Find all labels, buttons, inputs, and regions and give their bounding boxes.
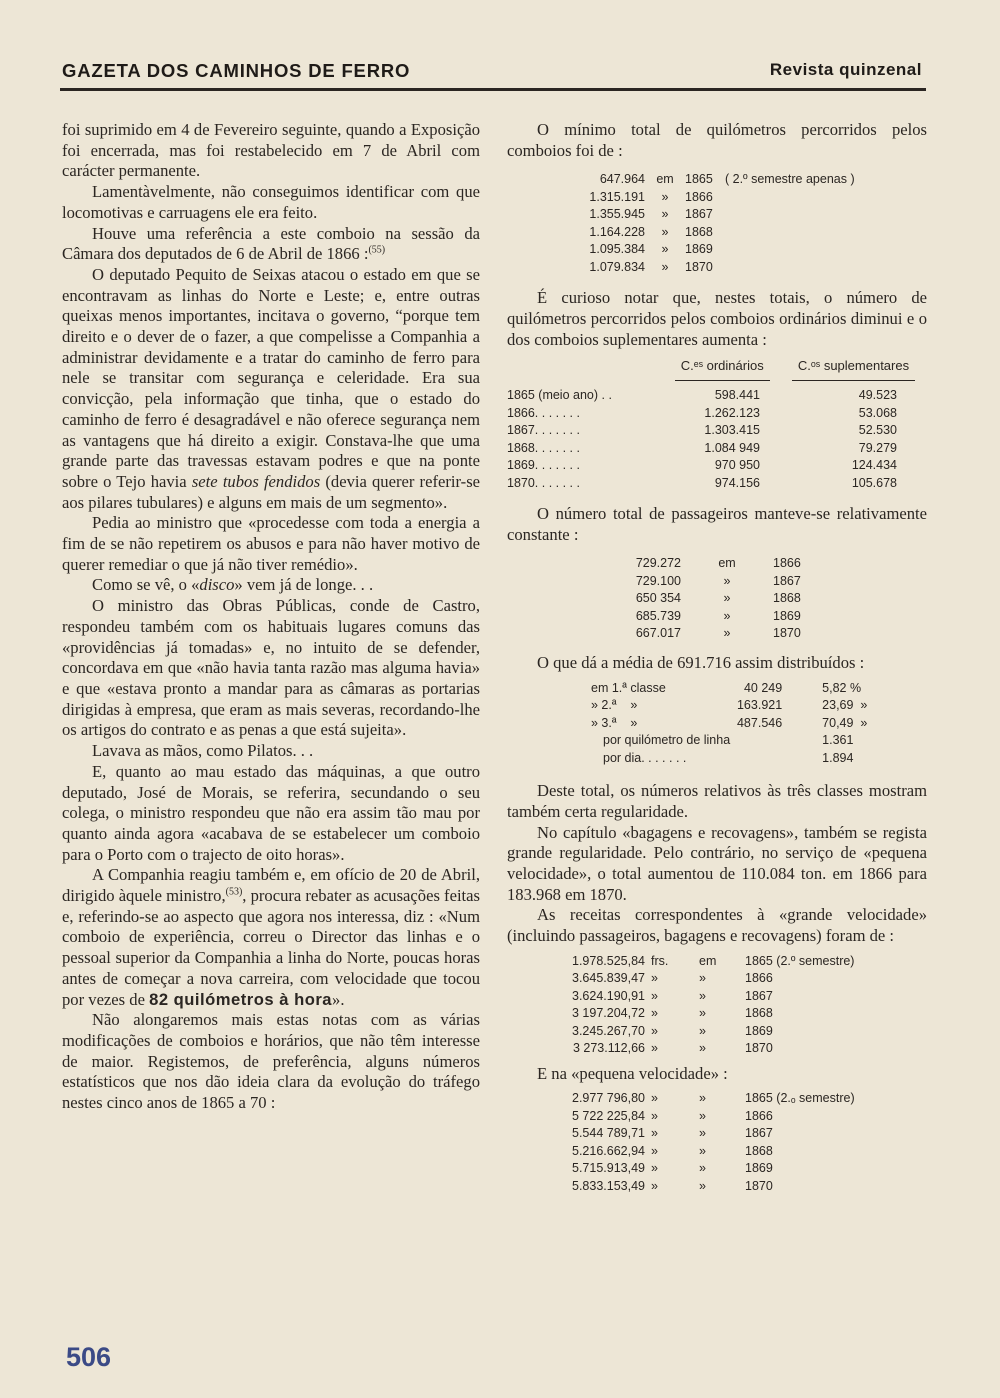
paragraph: O número total de passageiros manteve-se relativamente constante : bbox=[507, 504, 927, 544]
table-cell: 1869 bbox=[745, 1161, 773, 1176]
table-row bbox=[507, 422, 927, 440]
table-cell: 163.921 bbox=[736, 698, 783, 713]
table-cell: » bbox=[699, 1178, 706, 1193]
table-row bbox=[591, 750, 867, 768]
table-cell: 1.355.945 bbox=[589, 207, 645, 222]
table-cell: » bbox=[699, 1161, 706, 1176]
table-cell: 1866 bbox=[745, 971, 773, 986]
table-row bbox=[625, 573, 801, 591]
table-cell bbox=[725, 224, 855, 242]
table-row bbox=[563, 1178, 855, 1196]
table-cell: 5,82 % bbox=[822, 680, 862, 695]
table-cell: 5.833.153,49 bbox=[572, 1178, 645, 1193]
table-cell: 53.068 bbox=[858, 405, 897, 420]
table-row bbox=[625, 555, 801, 573]
table-cell: 3.245.267,70 bbox=[572, 1023, 645, 1038]
table-cell: » bbox=[723, 573, 731, 588]
table-cell: 1865 (meio ano) . . bbox=[507, 388, 612, 403]
table-cell: 1869 bbox=[773, 608, 801, 623]
table-cell: 667.017 bbox=[635, 626, 681, 641]
table-cell: » bbox=[651, 1143, 658, 1158]
table-cell: 40 249 bbox=[743, 680, 783, 695]
table-row bbox=[563, 1023, 854, 1041]
page-number: 506 bbox=[66, 1342, 112, 1372]
table-cell: » bbox=[651, 971, 658, 986]
table-cell: » bbox=[699, 1108, 706, 1123]
table-cell: 1867 bbox=[745, 988, 773, 1003]
km-table bbox=[567, 171, 855, 276]
table-row bbox=[563, 1143, 855, 1161]
table-cell bbox=[725, 189, 855, 207]
table-cell: » bbox=[651, 1161, 658, 1176]
table-cell: 1869 bbox=[685, 242, 713, 257]
gv-table bbox=[563, 953, 854, 1058]
italic-phrase: sete tubos fendidos bbox=[191, 471, 321, 491]
table-row bbox=[567, 206, 855, 224]
table-cell: 23,69 » bbox=[822, 698, 868, 713]
table-cell: » bbox=[651, 1126, 658, 1141]
table-row bbox=[563, 988, 854, 1006]
table-cell: 685.739 bbox=[635, 608, 681, 623]
table-cell: » 2.ª » bbox=[591, 698, 638, 713]
table-cell: 1.303.415 bbox=[704, 423, 760, 438]
trains-header-ord: C.ᵉˢ ordinários bbox=[675, 357, 770, 382]
bold-phrase: 82 quilómetros à hora bbox=[149, 989, 333, 1009]
paragraph: Lavava as mãos, como Pilatos. . . bbox=[92, 741, 314, 761]
table-cell: em 1.ª classe bbox=[591, 680, 666, 695]
table-cell: » bbox=[661, 224, 669, 239]
paragraph: As receitas correspondentes à «grande velocidade» (incluindo passageiros, bagagens e recovagens) foram de : bbox=[507, 905, 927, 946]
paragraph: Houve uma referência a este comboio na sessão da Câmara dos deputados de 6 de Abril de 1866 :$^{(55)}$ bbox=[62, 223, 480, 264]
table-cell: 1866 bbox=[773, 556, 801, 571]
paragraph: O deputado Pequito de Seixas atacou o estado em que se encontravam as linhas do Norte e Leste; e, entre outras queixas menos importantes, incitava o governo, “porque tem direito e o dever de o fazer, a que compelisse a Companhia a administrar devidamente e a tratar do caminho de ferro para nele se transitar com segurança e celeridade. Era sua convicção, pela informação que tinha, que o estado do caminho de ferro é desagradável e não oferece segurança nem as vantagens que há direito a exigir. Constava-lhe que uma grande parte das travessas estavam podres e que na ponte sobre o Tejo havia sete tubos fendidos (devia querer referir-se aos pilares tubulares) e alguns em mais de um segmento». bbox=[62, 264, 481, 512]
table-cell: » bbox=[651, 988, 658, 1003]
table-cell: 49.523 bbox=[858, 388, 897, 403]
table-cell: 1.361 bbox=[822, 733, 854, 748]
table-row bbox=[567, 189, 855, 207]
table-row bbox=[507, 440, 927, 458]
table-cell: 1868. . . . . . . bbox=[507, 440, 580, 455]
table-cell: 3 197.204,72 bbox=[572, 1006, 645, 1021]
table-row bbox=[563, 1160, 855, 1178]
table-cell: » bbox=[651, 1091, 658, 1106]
table-cell: por quilómetro de linha bbox=[603, 733, 731, 748]
table-cell: 1.262.123 bbox=[704, 405, 760, 420]
table-cell: 124.434 bbox=[851, 458, 897, 473]
table-cell: 729.272 bbox=[635, 556, 681, 571]
table-row bbox=[567, 224, 855, 242]
table-cell: 1.978.525,84 bbox=[572, 953, 645, 968]
table-cell bbox=[725, 259, 855, 277]
table-cell bbox=[725, 241, 855, 259]
table-row bbox=[567, 259, 855, 277]
table-cell: 5 722 225,84 bbox=[572, 1108, 645, 1123]
table-cell: 70,49 » bbox=[822, 715, 868, 730]
footnote-ref: (55) bbox=[368, 244, 386, 256]
table-row bbox=[507, 457, 927, 475]
table-cell: 1870 bbox=[773, 626, 801, 641]
paragraph: Pedia ao ministro que «procedesse com toda a energia a fim de se não repetirem os abusos e para não haver motivo de querer remediar o que já não tiver remédio». bbox=[62, 513, 480, 574]
table-cell: 1866 bbox=[745, 1108, 773, 1123]
table-cell: 2.977 796,80 bbox=[572, 1091, 645, 1106]
table-row bbox=[625, 590, 801, 608]
table-cell: 1.079.834 bbox=[589, 259, 645, 274]
table-row bbox=[507, 475, 927, 493]
table-row bbox=[563, 1090, 855, 1108]
paragraph: No capítulo «bagagens e recovagens», também se regista grande regularidade. Pelo contrário, no serviço de «pequena velocidade», o total aumentou de 110.084 ton. em 1866 para 183.968 em 1870. bbox=[507, 822, 927, 904]
table-cell: 650 354 bbox=[635, 591, 681, 606]
table-cell: 598.441 bbox=[714, 388, 760, 403]
table-cell: 1866 bbox=[685, 189, 713, 204]
table-cell: 1865 bbox=[685, 172, 713, 187]
table-cell: » bbox=[699, 971, 706, 986]
table-cell: por dia. . . . . . . bbox=[603, 750, 687, 765]
table-cell: » 3.ª » bbox=[591, 715, 638, 730]
table-cell: 5.216.662,94 bbox=[572, 1143, 645, 1158]
table-cell: 5.715.913,49 bbox=[572, 1161, 645, 1176]
table-cell: » bbox=[651, 1108, 658, 1123]
paragraph: E na «pequena velocidade» : bbox=[537, 1063, 728, 1083]
table-row bbox=[625, 608, 801, 626]
table-cell: 487.546 bbox=[736, 715, 783, 730]
table-cell: 1868 bbox=[685, 224, 713, 239]
table-row bbox=[507, 387, 927, 405]
table-cell: 1868 bbox=[745, 1006, 773, 1021]
paragraph: foi suprimido em 4 de Fevereiro seguinte, quando a Exposição foi encerrada, mas foi restabelecido em 7 de Abril com carácter permanente. bbox=[62, 120, 480, 181]
table-cell: em bbox=[699, 953, 717, 968]
italic-word: disco bbox=[199, 575, 235, 595]
table-cell: frs. bbox=[651, 953, 669, 968]
paragraph: O que dá a média de 691.716 assim distribuídos : bbox=[537, 652, 865, 672]
table-cell: » bbox=[699, 1041, 706, 1056]
table-cell: 974.156 bbox=[714, 475, 760, 490]
paragraph: Não alongaremos mais estas notas com as várias modificações de comboios e horários, que não têm interesse de maior. Registemos, de preferência, alguns números estatísticos que nos dão ideia clara da evolução do tráfego nestes cinco anos de 1865 a 70 : bbox=[62, 1010, 480, 1113]
table-cell: » bbox=[699, 1126, 706, 1141]
table-cell: em bbox=[718, 556, 736, 571]
table-cell: » bbox=[651, 1041, 658, 1056]
table-cell: em bbox=[656, 172, 674, 187]
classes-table bbox=[591, 680, 867, 768]
table-cell: » bbox=[723, 608, 731, 623]
table-cell: 1868 bbox=[773, 591, 801, 606]
table-row bbox=[563, 953, 854, 971]
table-row bbox=[567, 241, 855, 259]
table-cell: » bbox=[661, 189, 669, 204]
table-cell: 1869. . . . . . . bbox=[507, 458, 580, 473]
table-cell: 79.279 bbox=[858, 440, 897, 455]
table-cell bbox=[730, 750, 782, 768]
table-cell: » bbox=[699, 1006, 706, 1021]
header-rule bbox=[60, 88, 926, 91]
paragraph: E, quanto ao mau estado das máquinas, a que outro deputado, José de Morais, se referira, secundando o seu colega, o ministro respondeu que não era assim tão mau por quanto ainda agora «acabava de se estabelecer um comboio para o Porto com o trajecto de oito horas». bbox=[62, 761, 480, 864]
table-row bbox=[507, 405, 927, 423]
table-cell: 1867 bbox=[745, 1126, 773, 1141]
paragraph: Como se vê, o «disco» vem já de longe. . . bbox=[92, 575, 374, 595]
table-cell: » bbox=[661, 242, 669, 257]
table-cell: 1867 bbox=[685, 207, 713, 222]
table-cell: » bbox=[661, 207, 669, 222]
table-row bbox=[563, 1108, 855, 1126]
table-cell bbox=[730, 732, 782, 750]
table-cell: 1870. . . . . . . bbox=[507, 475, 580, 490]
table-cell: » bbox=[699, 1023, 706, 1038]
table-cell: 5.544 789,71 bbox=[572, 1126, 645, 1141]
table-row bbox=[563, 970, 854, 988]
table-row bbox=[563, 1005, 854, 1023]
table-cell: » bbox=[651, 1006, 658, 1021]
table-cell: 1867. . . . . . . bbox=[507, 423, 580, 438]
table-row bbox=[591, 697, 867, 715]
paragraph: O mínimo total de quilómetros percorridos pelos comboios foi de : bbox=[507, 120, 927, 160]
table-cell: 3.624.190,91 bbox=[572, 988, 645, 1003]
trains-header-sup: C.ᵒˢ suplementares bbox=[792, 357, 915, 382]
paragraph: O ministro das Obras Públicas, conde de Castro, respondeu também com os habituais lugares comuns das «providências já tomadas» e, no intuito de se defender, concordava em que «não havia tanta razão mas alguma havia» e que «estava pronto a mandar para as câmaras as portarias dirigidas à empresa, que eram as mais severas, recordando-lhe os artigos do contrato e as penas a que está sujeita». bbox=[62, 596, 480, 740]
right-column bbox=[507, 120, 927, 1195]
table-cell: » bbox=[699, 988, 706, 1003]
table-cell: 1869 bbox=[745, 1023, 773, 1038]
table-cell: » bbox=[661, 259, 669, 274]
table-row bbox=[625, 625, 801, 643]
table-cell: » bbox=[699, 1091, 706, 1106]
journal-subtitle: Revista quinzenal bbox=[769, 60, 922, 79]
table-cell: 52.530 bbox=[858, 423, 897, 438]
table-cell: ( 2.º semestre apenas ) bbox=[725, 172, 855, 187]
paragraph: A Companhia reagiu também e, em ofício de 20 de Abril, dirigido àquele ministro,$^{(53)}$, procura rebater as acusações feitas e, referindo-se ao aspecto que agora nos interessa, diz : «Num comboio de experiência, correu o Director das linhas e o pessoal superior da Companhia a linha do Norte, poucas horas antes de começar a nova carreira, com velocidade que tocou por vezes de 82 quilómetros à hora». bbox=[62, 865, 480, 1009]
table-cell: 1865 (2.ₒ semestre) bbox=[745, 1091, 855, 1106]
table-cell: » bbox=[651, 1023, 658, 1038]
table-cell: 1.894 bbox=[822, 750, 854, 765]
table-cell: 1870 bbox=[685, 259, 713, 274]
table-cell: 1870 bbox=[745, 1041, 773, 1056]
table-row bbox=[563, 1125, 855, 1143]
table-cell: 1.084 949 bbox=[704, 440, 760, 455]
table-cell: 1867 bbox=[773, 573, 801, 588]
table-cell: » bbox=[723, 591, 731, 606]
passengers-table bbox=[625, 555, 801, 643]
table-row bbox=[591, 732, 867, 750]
pv-table bbox=[563, 1090, 855, 1195]
paragraph: É curioso notar que, nestes totais, o número de quilómetros percorridos pelos comboios ordinários diminui e o dos comboios suplementares aumenta : bbox=[507, 288, 927, 349]
table-row bbox=[591, 715, 867, 733]
table-cell: 1.164.228 bbox=[589, 224, 645, 239]
table-row bbox=[591, 680, 867, 698]
table-cell: » bbox=[723, 626, 731, 641]
paragraph: Lamentàvelmente, não conseguimos identificar com que locomotivas e carruagens ele era feito. bbox=[62, 182, 480, 222]
table-cell: 970 950 bbox=[714, 458, 760, 473]
journal-title: GAZETA DOS CAMINHOS DE FERRO bbox=[62, 60, 411, 81]
table-cell: 1.315.191 bbox=[589, 189, 645, 204]
left-column bbox=[62, 120, 480, 1114]
table-cell: 1866. . . . . . . bbox=[507, 405, 580, 420]
table-cell: 647.964 bbox=[599, 172, 645, 187]
table-cell: 3.645.839,47 bbox=[572, 971, 645, 986]
paragraph: Deste total, os números relativos às três classes mostram também certa regularidade. bbox=[507, 781, 927, 821]
table-row bbox=[563, 1040, 854, 1058]
table-cell: 729.100 bbox=[635, 573, 681, 588]
trains-table bbox=[507, 357, 927, 493]
table-cell: 1865 (2.º semestre) bbox=[745, 953, 855, 968]
table-cell: 1868 bbox=[745, 1143, 773, 1158]
table-cell bbox=[725, 206, 855, 224]
table-cell: » bbox=[651, 1178, 658, 1193]
footnote-ref: (53) bbox=[225, 886, 243, 898]
table-cell: 105.678 bbox=[851, 475, 897, 490]
table-cell: 1870 bbox=[745, 1178, 773, 1193]
table-cell: » bbox=[699, 1143, 706, 1158]
table-cell: 3 273.112,66 bbox=[572, 1041, 645, 1056]
table-row bbox=[567, 171, 855, 189]
table-cell: 1.095.384 bbox=[589, 242, 645, 257]
